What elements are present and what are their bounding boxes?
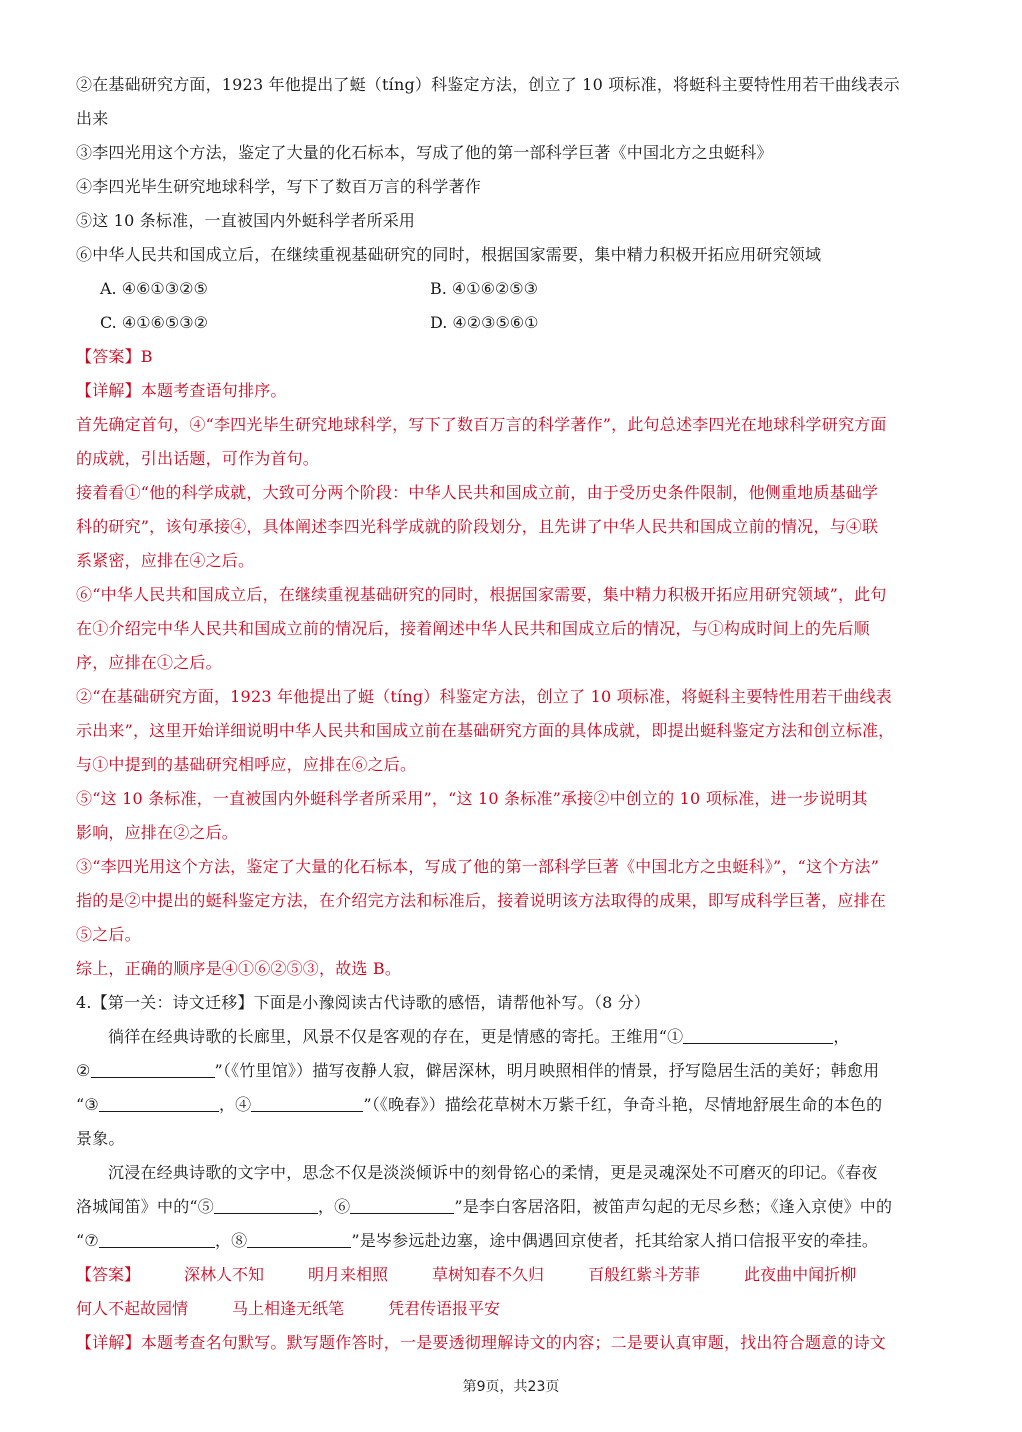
q4-para1-line3 (76, 1088, 950, 1122)
q4-answer-6: 何人不起故园情 (76, 1299, 189, 1318)
q3-item-4: ④李四光毕生研究地球科学，写下了数百万言的科学著作 (76, 177, 482, 196)
q3-explanation-line: 序，应排在①之后。 (76, 653, 222, 672)
q3-item-5: ⑤这 10 条标准，一直被国内外蜓科学者所采用 (76, 211, 416, 230)
q3-explanation-line: ⑤之后。 (76, 925, 141, 944)
q4-explanation: 【详解】本题考查名句默写。默写题作答时，一是要透彻理解诗文的内容；二是要认真审题，找出符合题意的诗文 (76, 1333, 887, 1352)
q4-para1-line2 (76, 1054, 950, 1088)
q3-explanation-line: 影响，应排在②之后。 (76, 823, 239, 842)
q4-para2-line2 (76, 1190, 950, 1224)
q3-explanation-line: 首先确定首句，④“李四光毕生研究地球科学，写下了数百万言的科学著作”，此句总述李四光在地球科学研究方面 (76, 415, 887, 434)
q4-answer-7: 马上相逢无纸笔 (232, 1299, 345, 1318)
q4-text: ，⑥ (317, 1197, 351, 1216)
fill-blank-4[interactable] (251, 1093, 363, 1112)
q3-explanation-line: 综上，正确的顺序是④①⑥②⑤③，故选 B。 (76, 959, 402, 978)
q3-explanation-line: 科的研究”，该句承接④，具体阐述李四光科学成就的阶段划分，且先讲了中华人民共和国成立前的情况，与④联 (76, 517, 879, 536)
q3-explanation-line: 接着看①“他的科学成就，大致可分两个阶段：中华人民共和国成立前，由于受历史条件限制，他侧重地质基础学 (76, 483, 879, 502)
q3-explanation-line: 的成就，引出话题，可作为首句。 (76, 449, 320, 468)
q4-para1-line1 (76, 1020, 950, 1054)
q4-answer-label: 【答案】 (76, 1265, 141, 1284)
q4-text: ② (76, 1061, 91, 1080)
option-d: D. ④②③⑤⑥① (430, 313, 539, 332)
fill-blank-5[interactable] (214, 1195, 318, 1214)
q4-answer-4: 百般红紫斗芳菲 (588, 1265, 701, 1284)
fill-blank-8[interactable] (247, 1229, 351, 1248)
q3-explanation-line: 指的是②中提出的蜓科鉴定方法，在介绍完方法和标准后，接着说明该方法取得的成果，即写成科学巨著，应排在 (76, 891, 887, 910)
q4-para1-line4: 景象。 (76, 1129, 125, 1148)
fill-blank-2[interactable] (91, 1059, 215, 1078)
q4-text: ”是岑参远赴边塞，途中偶遇回京使者，托其给家人捎口信报平安的牵挂。 (351, 1231, 879, 1250)
fill-blank-7[interactable] (99, 1229, 215, 1248)
q4-text: “③ (76, 1095, 99, 1114)
q3-explanation-line: ⑥“中华人民共和国成立后，在继续重视基础研究的同时，根据国家需要，集中精力积极开拓应用研究领域”，此句 (76, 585, 887, 604)
q3-explanation (76, 374, 950, 986)
fill-blank-3[interactable] (99, 1093, 219, 1112)
q3-explanation-line: 【详解】本题考查语句排序。 (76, 381, 287, 400)
option-c: C. ④①⑥⑤③② (100, 313, 208, 332)
q3-explanation-line: ⑤“这 10 条标准，一直被国内外蜓科学者所采用”，“这 10 条标准”承接②中创立的 10 项标准，进一步说明其 (76, 789, 868, 808)
option-a: A. ④⑥①③②⑤ (100, 279, 208, 298)
q3-items (76, 68, 950, 272)
option-b: B. ④①⑥②⑤③ (430, 279, 538, 298)
q3-item-3: ③李四光用这个方法，鉴定了大量的化石标本，写成了他的第一部科学巨著《中国北方之虫蜓科》 (76, 143, 773, 162)
q4-text: 徜徉在经典诗歌的长廊里，风景不仅是客观的存在，更是情感的寄托。王维用“① (108, 1027, 684, 1046)
fill-blank-1[interactable] (683, 1025, 833, 1044)
q4-text: ”是李白客居洛阳，被笛声勾起的无尽乡愁；《逢入京使》中的 (454, 1197, 893, 1216)
q4-answer-1: 深林人不知 (184, 1265, 265, 1284)
q4-answers-row-2 (76, 1292, 950, 1326)
q3-explanation-line: ②“在基础研究方面，1923 年他提出了蜓（tíng）科鉴定方法，创立了 10 项标准，将蜓科主要特性用若干曲线表 (76, 687, 893, 706)
q4-answer-2: 明月来相照 (308, 1265, 389, 1284)
q4-answers-row-1 (76, 1258, 950, 1292)
q3-explanation-line: 在①介绍完中华人民共和国成立前的情况后，接着阐述中华人民共和国成立后的情况，与①构成时间上的先后顺 (76, 619, 870, 638)
q3-options-row-1 (76, 272, 950, 306)
q3-item-2: ②在基础研究方面，1923 年他提出了蜓（tíng）科鉴定方法，创立了 10 项标准，将蜓科主要特性用若干曲线表示 (76, 75, 900, 94)
q3-item-6: ⑥中华人民共和国成立后，在继续重视基础研究的同时，根据国家需要，集中精力积极开拓应用研究领域 (76, 245, 822, 264)
q4-text: 洛城闻笛》中的“⑤ (76, 1197, 214, 1216)
q3-explanation-line: 系紧密，应排在④之后。 (76, 551, 255, 570)
q3-options-row-2 (76, 306, 950, 340)
q3-explanation-line: 示出来”，这里开始详细说明中华人民共和国成立前在基础研究方面的具体成就，即提出蜓科鉴定方法和创立标准， (76, 721, 895, 740)
fill-blank-6[interactable] (350, 1195, 454, 1214)
q4-text: ，⑧ (214, 1231, 248, 1250)
document-page (76, 68, 950, 1360)
page-footer: 第9页，共23页 (462, 1379, 560, 1395)
q3-explanation-line: 与①中提到的基础研究相呼应，应排在⑥之后。 (76, 755, 417, 774)
q4-answer-3: 草树知春不久归 (432, 1265, 545, 1284)
q4-answer-5: 此夜曲中闻折柳 (744, 1265, 857, 1284)
q4-para2-line3 (76, 1224, 950, 1258)
q4-title: 4.【第一关：诗文迁移】下面是小豫阅读古代诗歌的感悟，请帮他补写。（8 分） (76, 993, 651, 1012)
q4-text: ”（《晚春》）描绘花草树木万紫千红，争奇斗艳，尽情地舒展生命的本色的 (363, 1095, 883, 1114)
q3-item-2-cont: 出来 (76, 109, 109, 128)
q3-explanation-line: ③“李四光用这个方法，鉴定了大量的化石标本，写成了他的第一部科学巨著《中国北方之虫蜓科》”，“这个方法” (76, 857, 880, 876)
q3-answer: 【答案】B (76, 347, 153, 366)
q4-text: ，④ (218, 1095, 252, 1114)
q4-text: ”（《竹里馆》）描写夜静人寂，僻居深林，明月映照相伴的情景，抒写隐居生活的美好；韩愈用 (214, 1061, 880, 1080)
q4-para2-line1: 沉浸在经典诗歌的文字中，思念不仅是淡淡倾诉中的刻骨铭心的柔情，更是灵魂深处不可磨灭的印记。《春夜 (108, 1163, 878, 1182)
q4-text: ， (833, 1027, 850, 1046)
q4-answer-8: 凭君传语报平安 (388, 1299, 501, 1318)
q4-text: “⑦ (76, 1231, 99, 1250)
